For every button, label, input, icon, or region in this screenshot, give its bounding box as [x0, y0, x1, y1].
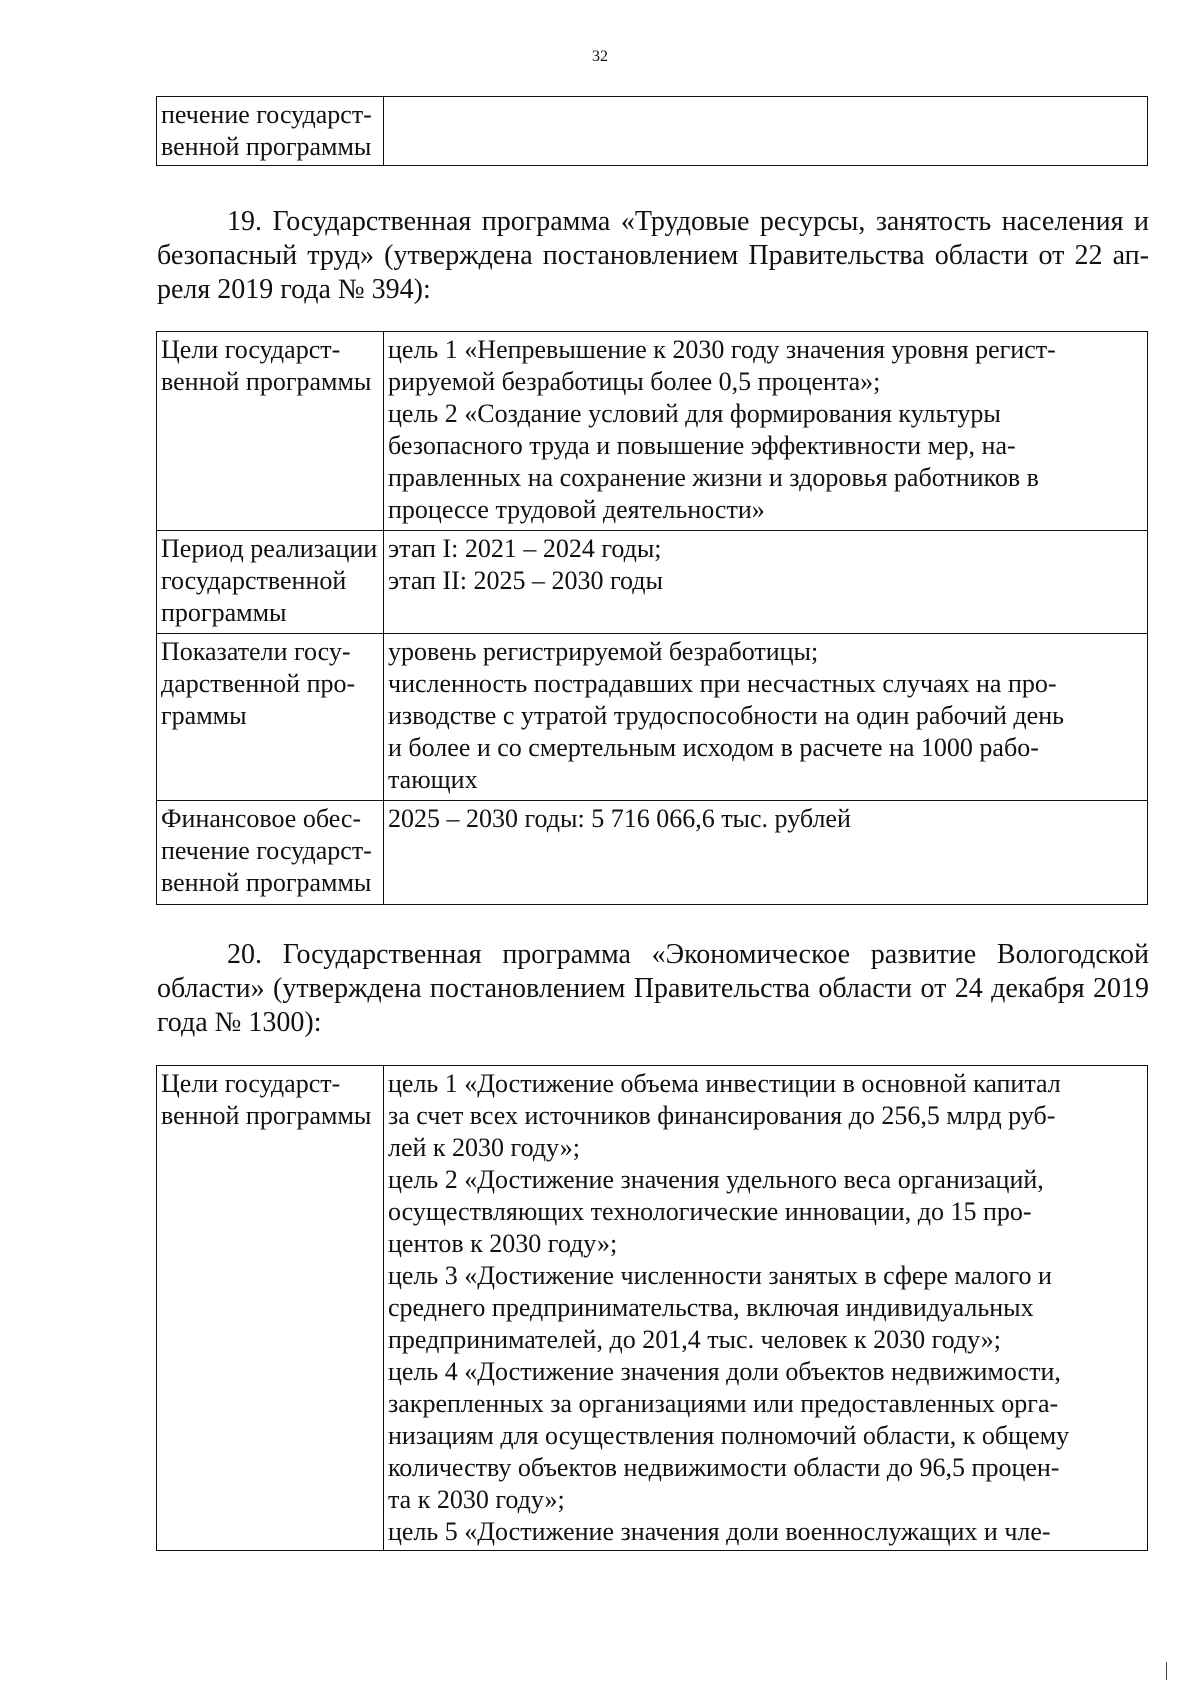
- section-19-table: [156, 331, 1148, 905]
- text-line: граммы: [161, 701, 247, 730]
- text-line: 2019 года № 1300):: [157, 973, 1149, 1038]
- text-line: 20. Государственная программа «Экономическое развитие Вологодской: [227, 939, 1149, 970]
- row-content: [384, 634, 1148, 801]
- text-line: цель 2 «Создание условий для формирования культуры: [388, 399, 1001, 428]
- text-line: и более и со смертельным исходом в расчете на 1000 рабо-: [388, 733, 1039, 762]
- text-line: численность пострадавших при несчастных случаях на про-: [388, 669, 1057, 698]
- section-19-intro: [157, 205, 1149, 307]
- table-row: [157, 97, 1148, 166]
- text-line: количеству объектов недвижимости области до 96,5 процен-: [388, 1453, 1060, 1482]
- scan-edge-mark: [1166, 1662, 1167, 1680]
- text-line: цель 4 «Достижение значения доли объектов недвижимости,: [388, 1357, 1061, 1386]
- intro-text: [157, 206, 1149, 305]
- text-line: предпринимателей, до 201,4 тыс. человек к 2030 году»;: [388, 1325, 1001, 1354]
- text-line: изводстве с утратой трудоспособности на один рабочий день: [388, 701, 1064, 730]
- text-line: венной программы: [161, 868, 372, 897]
- table-row: [157, 1066, 1148, 1551]
- row-content: [384, 332, 1148, 531]
- text-line: Показатели госу-: [161, 637, 351, 666]
- text-line: процессе трудовой деятельности»: [388, 495, 765, 524]
- text-line: безопасный труд» (утверждена постановлением Правительства области от 22 ап-: [157, 240, 1149, 271]
- section-20-intro: [157, 938, 1149, 1040]
- text-line: 2025 – 2030 годы: 5 716 066,6 тыс. рублей: [388, 804, 851, 833]
- row-content: [384, 531, 1148, 634]
- row-label: [157, 1066, 384, 1551]
- section-20-table: [156, 1065, 1148, 1551]
- text-line: государственной: [161, 566, 347, 595]
- text-line: цель 5 «Достижение значения доли военнослужащих и чле-: [388, 1517, 1051, 1546]
- text-line: закрепленных за организациями или предоставленных орга-: [388, 1389, 1059, 1418]
- row-content: [384, 1066, 1148, 1551]
- text-line: тающих: [388, 765, 478, 794]
- text-line: 19. Государственная программа «Трудовые ресурсы, занятость населения и: [227, 206, 1149, 237]
- row-label: [157, 801, 384, 905]
- text-line: венной программы: [161, 367, 372, 396]
- page-number: 32: [592, 48, 608, 65]
- table-row: [157, 634, 1148, 801]
- text-line: этап II: 2025 – 2030 годы: [388, 566, 663, 595]
- text-line: реля 2019 года № 394):: [157, 274, 431, 305]
- text-line: цель 2 «Достижение значения удельного веса организаций,: [388, 1165, 1044, 1194]
- text-line: среднего предпринимательства, включая индивидуальных: [388, 1293, 1034, 1322]
- table-row: [157, 801, 1148, 905]
- text-line: Финансовое обес-: [161, 804, 362, 833]
- text-line: лей к 2030 году»;: [388, 1133, 580, 1162]
- text-line: осуществляющих технологические инновации, до 15 про-: [388, 1197, 1032, 1226]
- text-line: цель 1 «Непревышение к 2030 году значения уровня регист-: [388, 335, 1056, 364]
- row-label: [157, 97, 384, 166]
- text-line: дарственной про-: [161, 669, 356, 698]
- table-row: [157, 531, 1148, 634]
- row-label: [157, 531, 384, 634]
- row-content: [384, 801, 1148, 905]
- text-line: за счет всех источников финансирования до 256,5 млрд руб-: [388, 1101, 1056, 1130]
- text-line: печение государст-: [161, 836, 372, 865]
- intro-text: [157, 939, 1149, 1038]
- text-line: Цели государст-: [161, 1069, 341, 1098]
- text-line: Период реализации: [161, 534, 378, 563]
- text-line: безопасного труда и повышение эффективности мер, на-: [388, 431, 1016, 460]
- continuation-table: [156, 96, 1148, 166]
- text-line: программы: [161, 598, 287, 627]
- text-line: Цели государст-: [161, 335, 341, 364]
- row-label: [157, 634, 384, 801]
- table-row: [157, 332, 1148, 531]
- text-line: области» (утверждена постановлением Правительства области от 24 декабря: [157, 973, 1093, 1004]
- text-line: венной программы: [161, 132, 372, 161]
- text-line: уровень регистрируемой безработицы;: [388, 637, 819, 666]
- text-line: этап I: 2021 – 2024 годы;: [388, 534, 662, 563]
- text-line: центов к 2030 году»;: [388, 1229, 618, 1258]
- text-line: низациям для осуществления полномочий области, к общему: [388, 1421, 1070, 1450]
- row-label: [157, 332, 384, 531]
- text-line: венной программы: [161, 1101, 372, 1130]
- text-line: цель 1 «Достижение объема инвестиции в основной капитал: [388, 1069, 1061, 1098]
- text-line: печение государст-: [161, 100, 372, 129]
- text-line: та к 2030 году»;: [388, 1485, 565, 1514]
- text-line: рируемой безработицы более 0,5 процента»;: [388, 367, 881, 396]
- text-line: правленных на сохранение жизни и здоровья работников в: [388, 463, 1039, 492]
- row-content: [384, 97, 1148, 166]
- text-line: цель 3 «Достижение численности занятых в сфере малого и: [388, 1261, 1052, 1290]
